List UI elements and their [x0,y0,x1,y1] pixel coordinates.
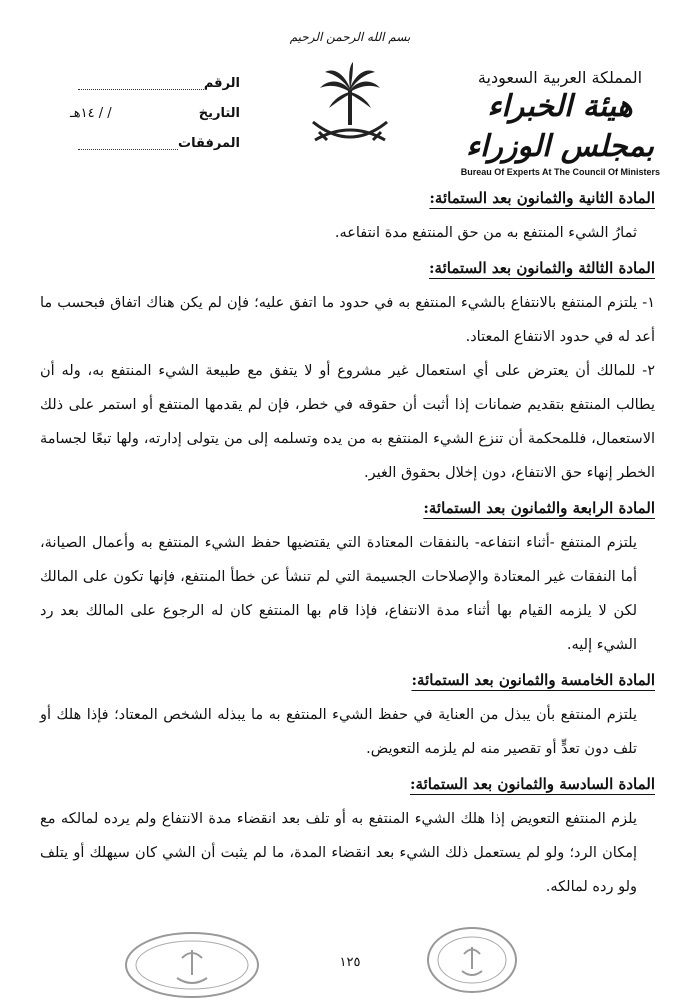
attachments-line [78,137,178,150]
ref-line [78,77,204,90]
organization-header [440,68,680,177]
article-684-title: المادة الرابعة والثمانون بعد الستمائة: [423,499,655,517]
attachments-row [70,128,240,158]
article-686-text: يلزم المنتفع التعويض إذا هلك الشيء المنتفع به أو تلف بعد انقضاء مدة الانتفاع ولم يرده لمالكه مع إمكان الرد؛ ولو لم يستعمل ذلك الشيء بعد انقضاء المدة، ما لم يثبت أن الشي كان سيهلك أو يتلف ولو رده لمالكه. [40,811,637,895]
reference-fields [70,68,240,158]
date-value: / / ١٤هـ [70,105,112,121]
ref-label: الرقم [203,75,240,91]
bureau-name-arabic: هيئة الخبراء بمجلس الوزراء [465,89,655,164]
article-682-text: ثمارُ الشيء المنتفع به من حق المنتفع مدة انتفاعه. [334,225,637,241]
article-686-title: المادة السادسة والثمانون بعد الستمائة: [409,775,655,793]
basmala: بسم الله الرحمن الرحيم [289,30,411,44]
article-683-clause-2: ٢- للمالك أن يعترض على أي استعمال غير مشروع أو لا يتفق مع طبيعة الشيء المنتفع به، وله أن يطالب المنتفع بتقديم ضمانات إذا أثبت أن حقوقه في خطر، فإن لم يقدمها المنتفع أو استمر على ذلك الاستعمال، فللمحكمة أن تنزع الشيء المنتفع به من يده وتسلمه إلى من يتولى إدارته، ولها تبعًا لجسامة الخطر إنهاء حق الانتفاع، دون إخلال بحقوق الغير. [40,363,655,481]
page-number: ١٢٥ [339,955,361,970]
date-label: التاريخ [198,105,240,121]
article-683-title: المادة الثالثة والثمانون بعد الستمائة: [429,259,655,277]
article-682-title: المادة الثانية والثمانون بعد الستمائة: [429,189,655,207]
article-685-title: المادة الخامسة والثمانون بعد الستمائة: [411,671,655,689]
bureau-stamp-icon [425,925,520,995]
bureau-name-english: Bureau Of Experts At The Council Of Ministers [460,167,660,177]
ref-row [70,68,240,98]
attachments-label: المرفقات [178,135,240,151]
article-684-text: يلتزم المنتفع -أثناء انتفاعه- بالنفقات المعتادة التي يقتضيها حفظ الشيء المنتفع به وأعمال الصيانة، أما النفقات غير المعتادة والإصلاحات الجسيمة التي لم تنشأ عن خطأ المنتفع، فإنها تكون على المالك لكن لا يلزمه القيام بها أثناء مدة الانتفاع، فإذا قام بها المنتفع كان له الرجوع على المالك بعد رد الشيء إليه. [40,535,637,653]
article-683-clause-1: ١- يلتزم المنتفع بالانتفاع بالشيء المنتفع به في حدود ما اتفق عليه؛ فإن لم يكن هناك اتفاق فبحسب ما أعد له في حدود الانتفاع المعتاد. [40,295,655,345]
kingdom-name: المملكة العربية السعودية [477,68,643,87]
palm-swords-emblem-icon [305,60,395,155]
article-685-text: يلتزم المنتفع بأن يبذل من العناية في حفظ الشيء المنتفع به ما يبذله الشخص المعتاد؛ فإذا هلك أو تلف دون تعدٍّ أو تقصير منه لم يلزمه التعويض. [40,707,637,757]
official-stamp-icon [122,930,262,1000]
date-row [70,98,240,128]
document-body [40,180,655,904]
